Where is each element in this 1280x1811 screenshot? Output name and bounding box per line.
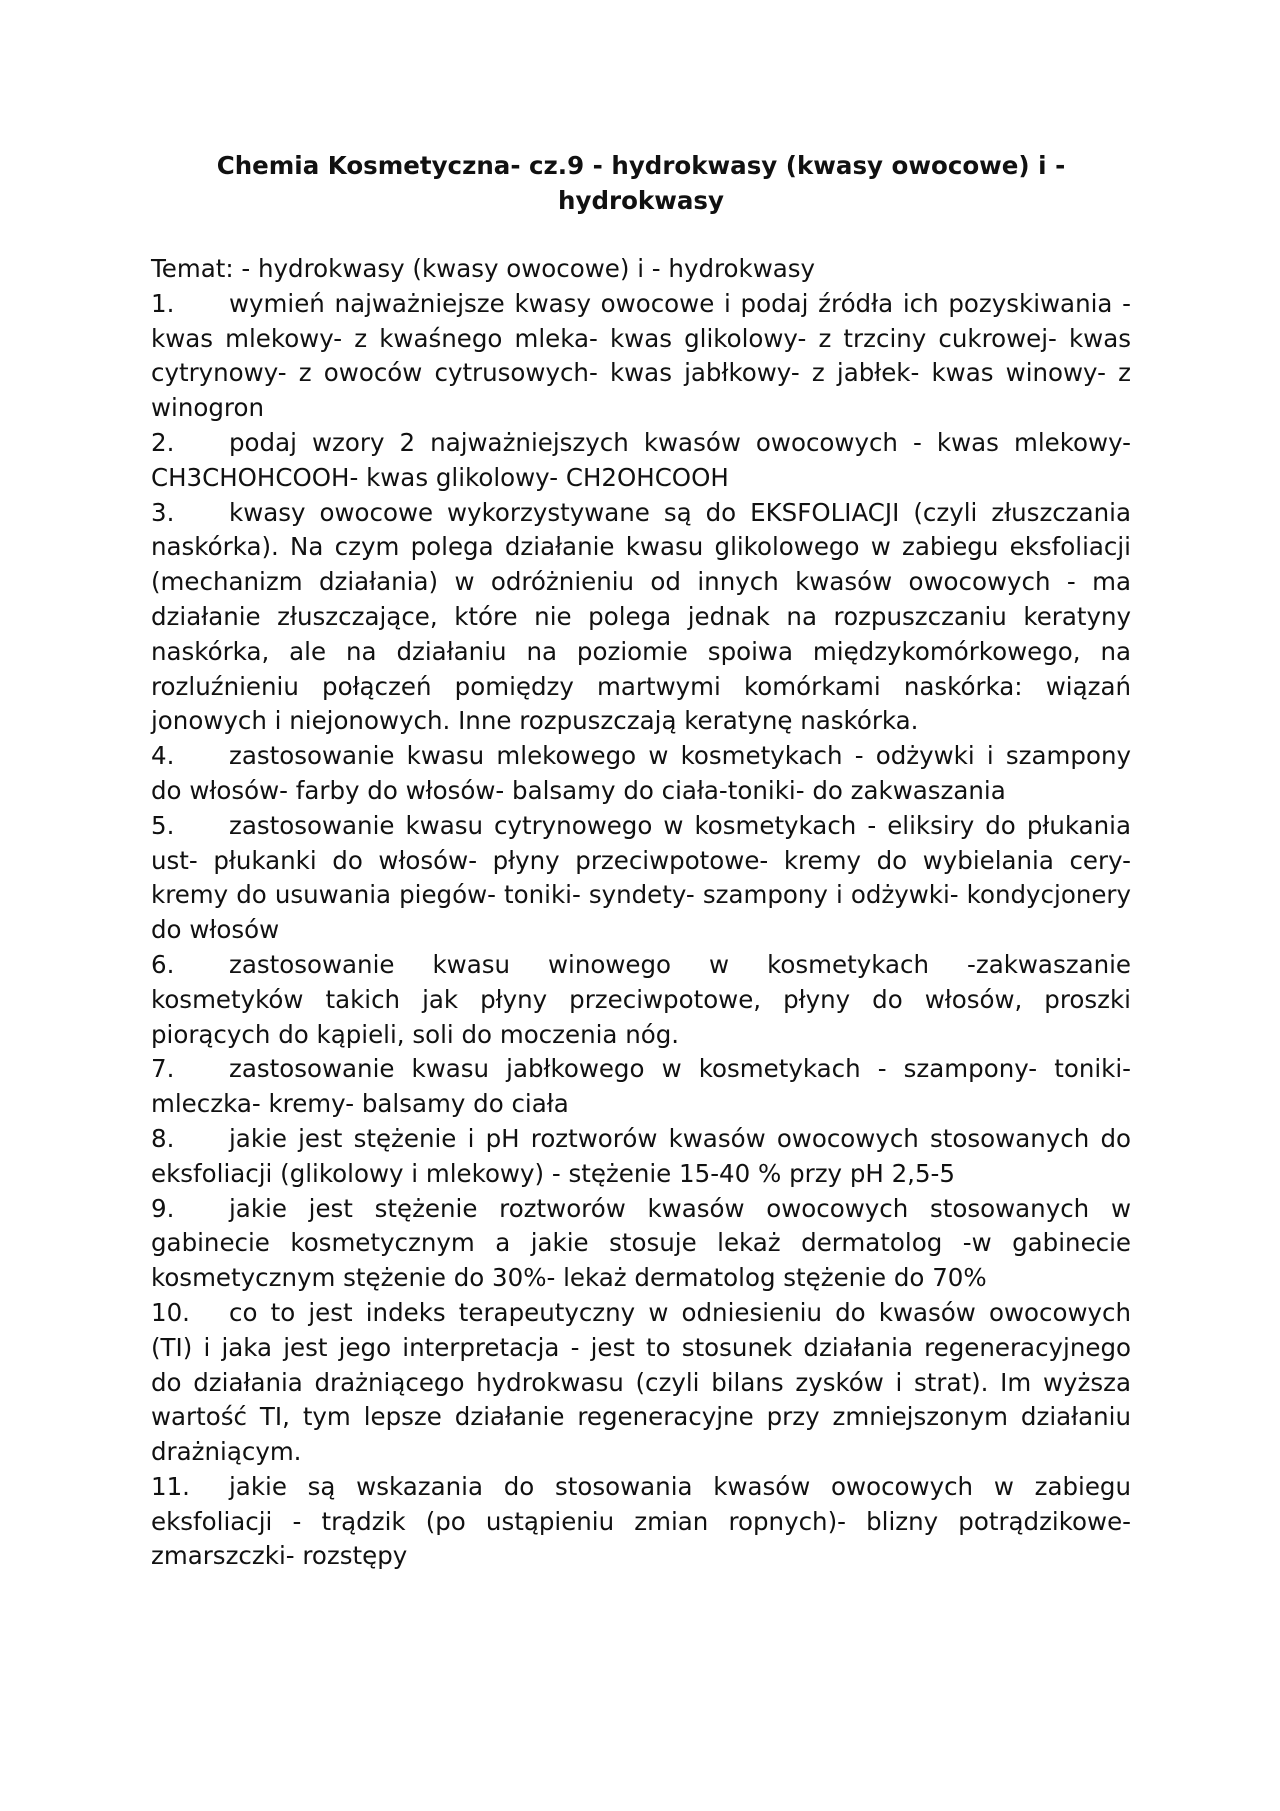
item-number: 6.: [151, 949, 175, 979]
item-number: 2.: [151, 427, 175, 457]
item-text: jakie są wskazania do stosowania kwasów owocowych w zabiegu eksfoliacji - trądzik (po ustąpieniu zmian ropnych)- blizny potrądzikowe- zmarszczki- rozstępy: [151, 1471, 1131, 1571]
item-text: wymień najważniejsze kwasy owocowe i podaj źródła ich pozyskiwania - kwas mlekowy- z kwaśnego mleka- kwas glikolowy- z trzciny cukrowej- kwas cytrynowy- z owoców cytrusowych- kwas jabłkowy- z jabłek- kwas winowy- z winogron: [151, 288, 1131, 423]
item-number: 10.: [151, 1297, 190, 1327]
document-page: [151, 148, 1131, 1574]
item-number: 5.: [151, 810, 175, 840]
topic-line: Temat: - hydrokwasy (kwasy owocowe) i - hydrokwasy: [151, 254, 816, 283]
list-item: [151, 948, 1131, 1052]
list-item: [151, 426, 1131, 496]
list-item: [151, 1192, 1131, 1296]
item-text: zastosowanie kwasu cytrynowego w kosmetykach - eliksiry do płukania ust- płukanki do włosów- płyny przeciwpotowe- kremy do wybielania cery- kremy do usuwania piegów- toniki- syndety- szampony i odżywki- kondycjonery do włosów: [151, 810, 1131, 945]
item-number: 1.: [151, 288, 175, 318]
item-number: 8.: [151, 1123, 175, 1153]
item-number: 3.: [151, 497, 175, 527]
list-item: [151, 739, 1131, 809]
list-item: [151, 287, 1131, 426]
item-text: jakie jest stężenie roztworów kwasów owocowych stosowanych w gabinecie kosmetycznym a jakie stosuje lekaż dermatolog -w gabinecie kosmetycznym stężenie do 30%- lekaż dermatolog stężenie do 70%: [151, 1193, 1131, 1293]
document-title: Chemia Kosmetyczna- cz.9 - hydrokwasy (kwasy owocowe) i - hydrokwasy: [216, 151, 1066, 215]
item-text: podaj wzory 2 najważniejszych kwasów owocowych - kwas mlekowy- CH3CHOHCOOH- kwas glikolowy- CH2OHCOOH: [151, 427, 1131, 492]
list-item: [151, 809, 1131, 948]
item-number: 9.: [151, 1193, 175, 1223]
list-item: [151, 496, 1131, 740]
item-text: co to jest indeks terapeutyczny w odniesieniu do kwasów owocowych (TI) i jaka jest jego interpretacja - jest to stosunek działania regeneracyjnego do działania drażniącego hydrokwasu (czyli bilans zysków i strat). Im wyższa wartość TI, tym lepsze działanie regeneracyjne przy zmniejszonym działaniu drażniącym.: [151, 1297, 1131, 1467]
item-number: 7.: [151, 1054, 175, 1084]
item-text: kwasy owocowe wykorzystywane są do EKSFOLIACJI (czyli złuszczania naskórka). Na czym polega działanie kwasu glikolowego w zabiegu eksfoliacji (mechanizm działania) w odróżnieniu od innych kwasów owocowych - ma działanie złuszczające, które nie polega jednak na rozpuszczaniu keratyny naskórka, ale na działaniu na poziomie spoiwa międzykomórkowego, na rozluźnieniu połączeń pomiędzy martwymi komórkami naskórka: wiązań jonowych i niejonowych. Inne rozpuszczają keratynę naskórka.: [151, 497, 1131, 736]
list-item: [151, 1052, 1131, 1122]
item-text: zastosowanie kwasu mlekowego w kosmetykach - odżywki i szampony do włosów- farby do włosów- balsamy do ciała-toniki- do zakwaszania: [151, 741, 1131, 805]
item-number: 4.: [151, 741, 175, 771]
list-item: [151, 1470, 1131, 1574]
item-text: zastosowanie kwasu winowego w kosmetykach -zakwaszanie kosmetyków takich jak płyny przeciwpotowe, płyny do włosów, proszki piorących do kąpieli, soli do moczenia nóg.: [151, 949, 1131, 1049]
document-body: [151, 252, 1131, 1574]
list-item: [151, 1296, 1131, 1470]
item-number: 11.: [151, 1471, 190, 1501]
item-text: jakie jest stężenie i pH roztworów kwasów owocowych stosowanych do eksfoliacji (glikolowy i mlekowy) - stężenie 15-40 % przy pH 2,5-5: [151, 1123, 1131, 1188]
item-text: zastosowanie kwasu jabłkowego w kosmetykach - szampony- toniki- mleczka- kremy- balsamy do ciała: [151, 1054, 1131, 1119]
list-item: [151, 1122, 1131, 1192]
